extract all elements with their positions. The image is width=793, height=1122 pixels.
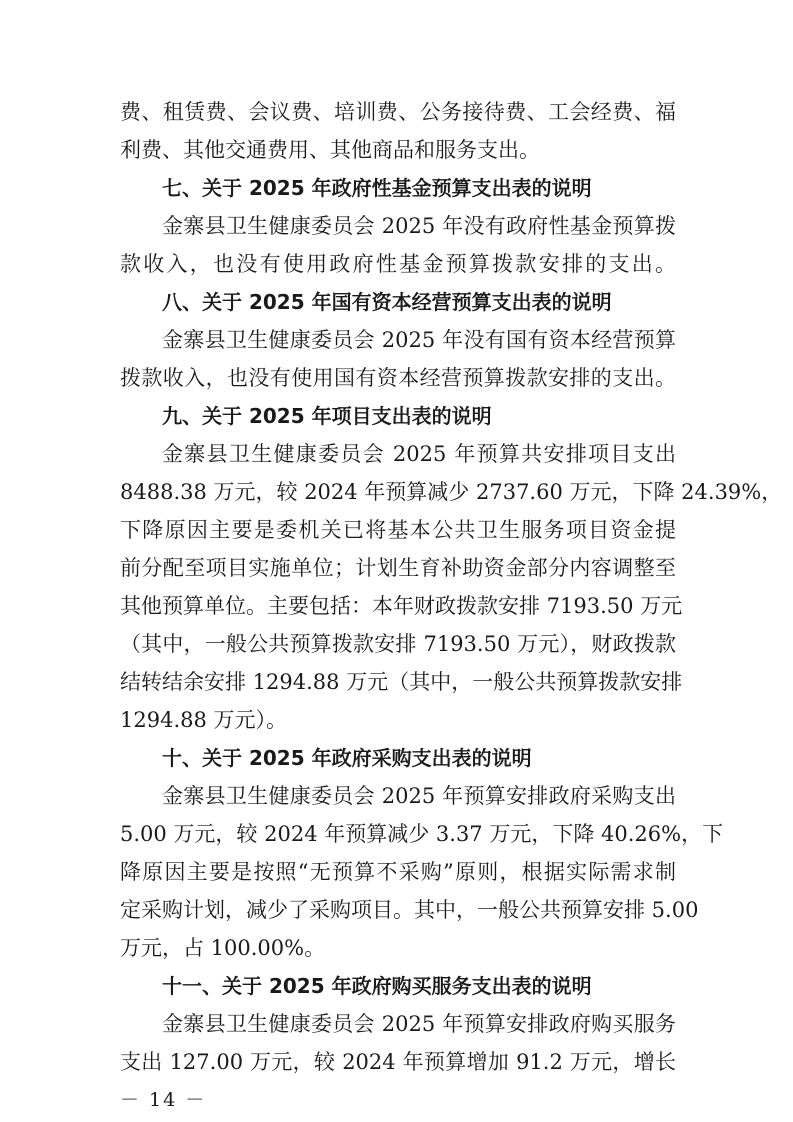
paragraph-line: 结转结余安排 1294.88 万元（其中，一般公共预算拨款安排 bbox=[120, 670, 683, 694]
section-heading-11: 十一、关于 2025 年政府购买服务支出表的说明 bbox=[162, 974, 592, 998]
paragraph-line: 1294.88 万元）。 bbox=[120, 708, 288, 732]
section-heading-10: 十、关于 2025 年政府采购支出表的说明 bbox=[162, 746, 532, 770]
paragraph-line: 下降原因主要是委机关已将基本公共卫生服务项目资金提 bbox=[120, 518, 676, 542]
paragraph-line: 支出 127.00 万元，较 2024 年预算增加 91.2 万元，增长 bbox=[120, 1050, 676, 1074]
section-heading-7: 七、关于 2025 年政府性基金预算支出表的说明 bbox=[162, 176, 592, 200]
section-heading-8: 八、关于 2025 年国有资本经营预算支出表的说明 bbox=[162, 290, 612, 314]
paragraph-line: （其中，一般公共预算拨款安排 7193.50 万元），财政拨款 bbox=[120, 632, 676, 656]
paragraph-line: 8488.38 万元，较 2024 年预算减少 2737.60 万元，下降 24.39%， bbox=[120, 480, 783, 504]
paragraph-line: 金寨县卫生健康委员会 2025 年没有政府性基金预算拨 bbox=[162, 214, 676, 238]
paragraph-line: 金寨县卫生健康委员会 2025 年没有国有资本经营预算 bbox=[162, 328, 676, 352]
paragraph-line: 降原因主要是按照“无预算不采购”原则，根据实际需求制 bbox=[120, 860, 676, 884]
section-heading-9: 九、关于 2025 年项目支出表的说明 bbox=[162, 404, 492, 428]
paragraph-line: 其他预算单位。主要包括：本年财政拨款安排 7193.50 万元 bbox=[120, 594, 683, 618]
paragraph-line: 5.00 万元，较 2024 年预算减少 3.37 万元，下降 40.26%，下 bbox=[120, 822, 724, 846]
page-number: － 14 － bbox=[120, 1089, 207, 1111]
paragraph-line: 前分配至项目实施单位；计划生育补助资金部分内容调整至 bbox=[120, 556, 676, 580]
paragraph-line: 金寨县卫生健康委员会 2025 年预算安排政府购买服务 bbox=[162, 1012, 676, 1036]
paragraph-line: 费、租赁费、会议费、培训费、公务接待费、工会经费、福 bbox=[120, 100, 676, 124]
paragraph-line: 金寨县卫生健康委员会 2025 年预算共安排项目支出 bbox=[162, 442, 676, 466]
paragraph-line: 金寨县卫生健康委员会 2025 年预算安排政府采购支出 bbox=[162, 784, 676, 808]
paragraph-line: 万元，占 100.00%。 bbox=[120, 936, 326, 960]
paragraph-line: 定采购计划，减少了采购项目。其中，一般公共预算安排 5.00 bbox=[120, 898, 699, 922]
paragraph-line: 拨款收入，也没有使用国有资本经营预算拨款安排的支出。 bbox=[120, 366, 676, 390]
paragraph-line: 利费、其他交通费用、其他商品和服务支出。 bbox=[120, 138, 540, 162]
paragraph-line: 款收入，也没有使用政府性基金预算拨款安排的支出。 bbox=[120, 252, 676, 276]
